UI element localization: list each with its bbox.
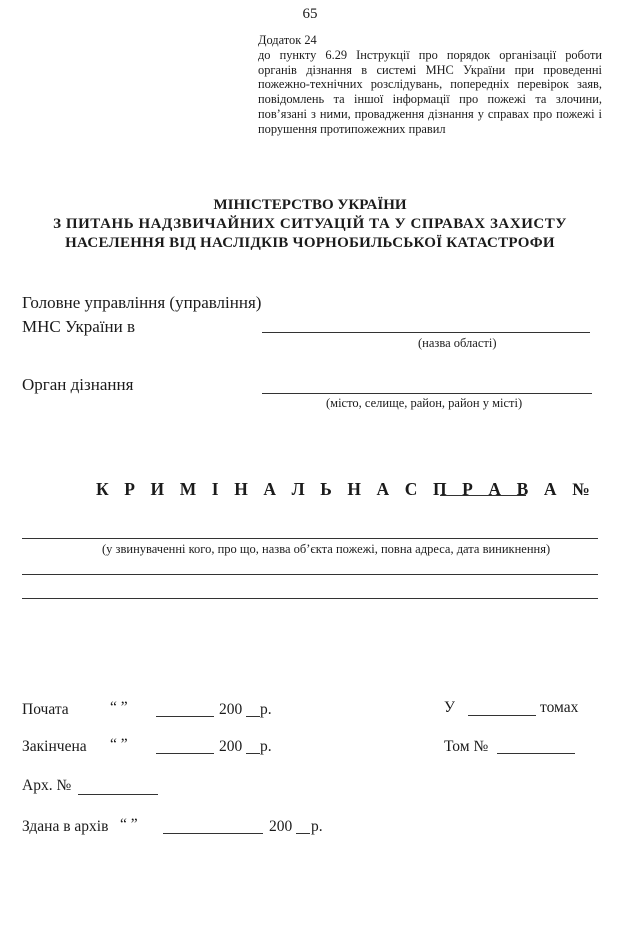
directorate-label-line-1: Головне управління (управління) — [22, 293, 262, 312]
ministry-line-1: МІНІСТЕРСТВО УКРАЇНИ — [213, 197, 407, 213]
volume-number-label: Том № — [444, 738, 489, 755]
archived-year-field[interactable] — [296, 833, 310, 834]
finished-year-suffix: р. — [260, 738, 272, 755]
archived-quotes: “ ” — [120, 816, 138, 833]
archived-year-prefix: 200 — [269, 818, 293, 835]
finished-year-field[interactable] — [246, 753, 260, 754]
directorate-label-line-2: МНС України в — [22, 317, 136, 336]
appendix-note — [258, 33, 602, 137]
started-label: Почата — [22, 701, 69, 718]
ministry-line-2: З ПИТАНЬ НАДЗВИЧАЙНИХ СИТУАЦІЙ ТА У СПРАВАХ ЗАХИСТУ — [53, 216, 567, 232]
started-month-field[interactable] — [156, 716, 214, 717]
ministry-header — [0, 196, 620, 253]
accusation-line-2[interactable] — [22, 574, 598, 575]
ministry-line-3: НАСЕЛЕННЯ ВІД НАСЛІДКІВ ЧОРНОБИЛЬСЬКОЇ КАТАСТРОФИ — [65, 235, 555, 251]
inquiry-body-label: Орган дізнання — [22, 375, 134, 394]
case-number-field[interactable] — [440, 495, 526, 496]
accusation-line-3[interactable] — [22, 598, 598, 599]
appendix-heading: Додаток 24 — [258, 33, 317, 47]
finished-month-field[interactable] — [156, 753, 214, 754]
region-caption: (назва області) — [418, 336, 497, 350]
volume-number-field[interactable] — [497, 753, 575, 754]
city-district-field[interactable] — [262, 393, 592, 394]
case-title: К Р И М І Н А Л Ь Н А С П Р А В А № — [96, 479, 596, 499]
city-district-caption: (місто, селище, район, район у місті) — [326, 396, 523, 410]
finished-year-prefix: 200 — [219, 738, 243, 755]
appendix-text: до пункту 6.29 Інструкції про порядок організації роботи органів дізнання в системі МНС України при проведенні пожежно-технічних розслідувань, попередніх перевірок заяв, повідомлень та іншої інформації про пожежі та злочини, пов’язані з ними, провадження дізнання у справах про пожежі і порушення протипожежних правил — [258, 47, 602, 136]
region-field[interactable] — [262, 332, 590, 333]
started-year-field[interactable] — [246, 716, 260, 717]
started-quotes: “ ” — [110, 699, 128, 716]
archive-number-field[interactable] — [78, 794, 158, 795]
volumes-prefix: У — [444, 699, 455, 716]
accusation-caption: (у звинуваченні кого, про що, назва об’єкта пожежі, повна адреса, дата виникнення) — [102, 542, 551, 556]
volumes-count-field[interactable] — [468, 715, 536, 716]
volumes-suffix: томах — [540, 699, 579, 716]
finished-label: Закінчена — [22, 738, 87, 755]
archived-label: Здана в архів — [22, 818, 109, 835]
started-year-prefix: 200 — [219, 701, 243, 718]
accusation-line-1[interactable] — [22, 538, 598, 539]
archived-year-suffix: р. — [311, 818, 323, 835]
page-number: 65 — [302, 6, 318, 22]
archived-month-field[interactable] — [163, 833, 263, 834]
archive-number-label: Арх. № — [22, 777, 72, 794]
started-year-suffix: р. — [260, 701, 272, 718]
finished-quotes: “ ” — [110, 736, 128, 753]
